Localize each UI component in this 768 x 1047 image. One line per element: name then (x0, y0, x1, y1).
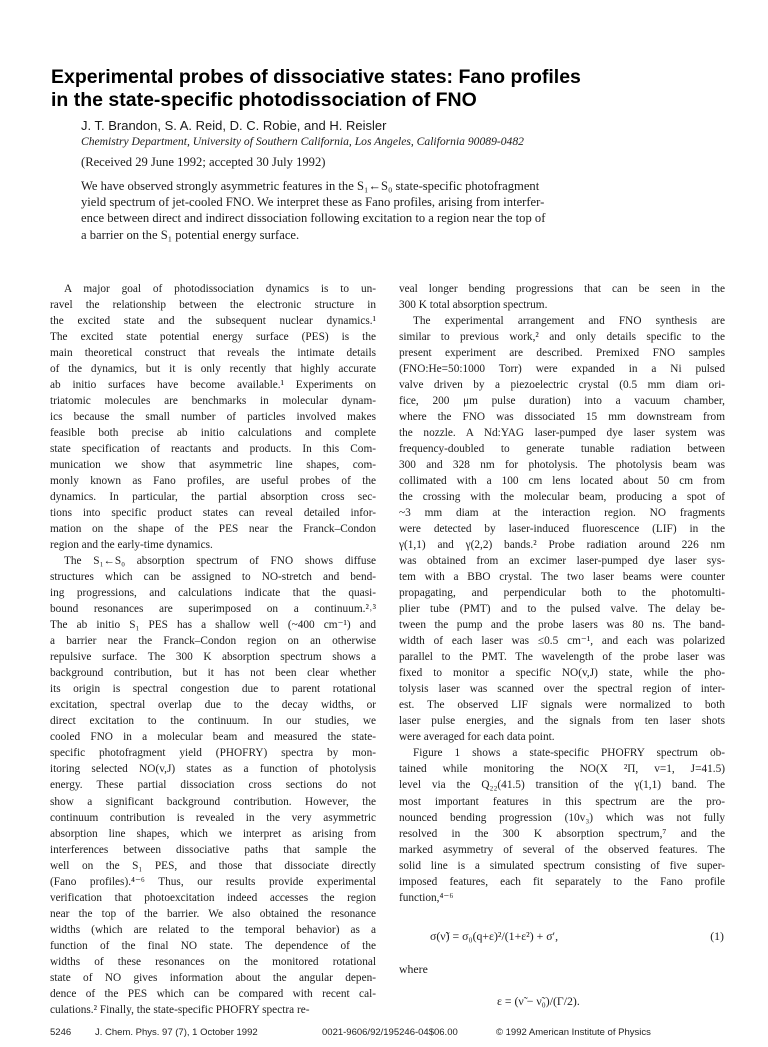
abstract-line: We have observed strongly asymmetric features in the S₁←S₀ state-specific photofragment (81, 179, 540, 193)
author-list: J. T. Brandon, S. A. Reid, D. C. Robie, and H. Reisler (81, 118, 387, 133)
text-line: frequency-doubled to generate tunable radiation between (399, 443, 725, 456)
text-line: tions into specific product states can reveal detailed infor- (50, 507, 376, 520)
text-line: ~3 mm diam at the interaction region. NO fragments (399, 507, 725, 520)
text-line: widths of these resonances on the monitored rotational (50, 955, 376, 968)
text-line: est. The observed LIF signals were normalized to both (399, 699, 725, 712)
text-line: The S₁←S₀ absorption spectrum of FNO shows diffuse (64, 555, 376, 568)
text-line: feasible both precise ab initio calculations and complete (50, 427, 376, 440)
text-line: The experimental arrangement and FNO synthesis are (413, 315, 725, 328)
text-line: culations.² Finally, the state-specific PHOFRY spectra re- (50, 1003, 310, 1016)
text-line: absorption line shapes, which we interpret as arising from (50, 827, 376, 840)
abstract (81, 178, 681, 243)
text-line: where the FNO was dissociated 15 mm downstream from (399, 411, 725, 424)
text-line: continuum contribution is revealed in the very asymmetric (50, 811, 376, 824)
text-line: the crossing with the molecular beam, producing a spot of (399, 491, 725, 504)
text-line: its origin is spectral congestion due to parent rotational (50, 683, 376, 696)
text-line: bound resonances are superimposed on a continuum.²˒³ (50, 603, 376, 616)
text-line: the excited state and the subsequent nuclear dynamics.¹ (50, 315, 376, 328)
text-line: similar to previous work,² and only details specific to the (399, 331, 725, 344)
text-line: ravel the relationship between the electronic structure in (50, 299, 376, 312)
text-line: state of NO gives information about the angular depen- (50, 971, 376, 984)
title-line-2: in the state-specific photodissociation of FNO (51, 89, 477, 111)
text-line: nounced bending progression (10v₃) which was not fully (399, 811, 725, 824)
text-line: state specification of reactants and products. In this Com- (50, 443, 376, 456)
text-line: present experiment are described. Premixed FNO samples (399, 347, 725, 360)
text-line: a barrier near the Franck–Condon region on an otherwise (50, 635, 376, 648)
text-line: fice, 200 μm pulse duration) into a vacuum chamber, (399, 395, 725, 408)
text-line: were detected by laser-induced fluorescence (LIF) in the (399, 523, 725, 536)
copyright: © 1992 American Institute of Physics (496, 1027, 651, 1038)
text-line: 300 K total absorption spectrum. (399, 299, 548, 312)
text-line: background contribution, but it has not been clear whether (50, 667, 376, 680)
journal-citation: J. Chem. Phys. 97 (7), 1 October 1992 (95, 1027, 258, 1038)
text-line: munication we show that asymmetric line shapes, com- (50, 459, 376, 472)
title-line-1: Experimental probes of dissociative states: Fano profiles (51, 66, 581, 88)
text-line: (Fano profiles).⁴⁻⁶ Thus, our results provide experimental (50, 875, 376, 888)
text-line: widths (which are related to the temporal behavior) as a (50, 923, 376, 936)
article-title (51, 66, 731, 112)
text-line: valve driven by a piezoelectric crystal (0.5 mm diam ori- (399, 379, 725, 392)
text-line: triatomic molecules are benchmarks in molecular dynam- (50, 395, 376, 408)
text-line: function of the final NO state. The dependence of the (50, 939, 376, 952)
text-line: A major goal of photodissociation dynamics is to un- (64, 283, 376, 295)
text-line: γ(1,1) and γ(2,2) bands.² Probe radiation around 226 nm (399, 539, 725, 552)
article-code: 0021-9606/92/195246-04$06.00 (322, 1027, 458, 1038)
text-line: resolved in the 300 K absorption spectrum,⁷ and the (399, 827, 725, 840)
text-line: 300 and 328 nm for photolysis. The photolysis beam was (399, 459, 725, 472)
text-line: level via the Q₂₂(41.5) transition of the γ(1,1) band. The (399, 779, 725, 792)
text-line: excitation, spectral overlap due to the decay widths, or (50, 699, 376, 712)
text-line: repulsive surface. The 300 K absorption spectrum shows a (50, 651, 376, 664)
text-line: tolysis laser was scanned over the spectral region of inter- (399, 683, 725, 696)
text-line: verification that photoexcitation indeed accesses the region (50, 891, 376, 904)
page-number: 5246 (50, 1027, 72, 1038)
text-line: show a significant background contribution. However, the (50, 795, 376, 808)
text-line: veal longer bending progressions that can be seen in the (399, 283, 725, 295)
text-line: energy. These partial dissociation cross sections do not (50, 779, 376, 792)
text-line: dence of the PES which can be compared with recent cal- (50, 987, 376, 1000)
text-line: the nozzle. A Nd:YAG laser-pumped dye laser system was (399, 427, 725, 440)
text-line: structures which can be assigned to NO-stretch and bend- (50, 571, 376, 584)
text-line: width of each laser was ≤0.5 cm⁻¹, and each was polarized (399, 635, 725, 648)
equation-1-number: (1) (710, 929, 724, 943)
text-line: direct excitation to the continuum. In our studies, we (50, 715, 376, 728)
equation-2: ε = (ν̃ − ν̃₀)/(Γ/2). (497, 994, 580, 1008)
text-line: marked asymmetry of several of the observed features. The (399, 843, 725, 856)
text-line: plier tube (PMT) and to the pulsed valve. The delay be- (399, 603, 725, 616)
text-line: most important features in this spectrum are the pro- (399, 795, 725, 808)
body-column-left (50, 281, 376, 1018)
text-line: ics because the small number of particles involved makes (50, 411, 376, 424)
text-line: propagating, and perpendicular both to the photomulti- (399, 587, 725, 600)
text-line: solid line is a simulated spectrum consisting of five super- (399, 859, 725, 872)
text-line: ing progressions, and calculations indicate that the quasi- (50, 587, 376, 600)
text-line: fixed to monitor a specific NO(v,J) state, while the pho- (399, 667, 725, 680)
body-column-right (399, 281, 725, 906)
equation-1-formula: σ(ν̃) = σ₀(q+ε)²/(1+ε²) + σ′, (430, 929, 559, 943)
text-line: parallel to the PMT. The wavelength of the probe laser was (399, 651, 725, 664)
text-line: was obtained from an excimer laser-pumped dye laser sys- (399, 555, 725, 568)
text-line: tained while monitoring the NO(X ²Π, v=1, J=41.5) (399, 763, 725, 776)
text-line: laser pulse energies, and the signals from ten laser shots (399, 715, 725, 728)
text-line: mation on the shape of the PES near the Franck–Condon (50, 523, 376, 536)
text-line: dynamics. In particular, the partial absorption cross sec- (50, 491, 376, 504)
where-text: where (399, 962, 428, 976)
text-line: The ab initio S₁ PES has a shallow well (~400 cm⁻¹) and (50, 619, 376, 632)
text-line: of the dynamics, but it is only recently that highly accurate (50, 363, 376, 376)
text-line: imposed features, each fit separately to the Fano profile (399, 875, 725, 888)
received-date: (Received 29 June 1992; accepted 30 July 1992) (81, 155, 326, 169)
affiliation: Chemistry Department, University of Southern California, Los Angeles, California 90089-0482 (81, 135, 524, 148)
abstract-line: yield spectrum of jet-cooled FNO. We interpret these as Fano profiles, arising from interfer- (81, 195, 545, 210)
text-line: were averaged for each data point. (399, 731, 555, 744)
text-line: The excited state potential energy surface (PES) is the (50, 331, 376, 344)
text-line: interferences between dissociative paths that sample the (50, 843, 376, 856)
text-line: specific photofragment yield (PHOFRY) spectra by mon- (50, 747, 376, 760)
text-line: tween the pump and the probe lasers was 80 ns. The band- (399, 619, 725, 632)
text-line: well on the S₁ PES, and those that dissociate directly (50, 859, 376, 872)
abstract-line: ence between direct and indirect dissociation following excitation to a region near the top of (81, 211, 546, 226)
text-line: itoring selected NO(v,J) states as a function of photolysis (50, 763, 376, 776)
abstract-line: a barrier on the S₁ potential energy surface. (81, 227, 300, 242)
text-line: function,⁴⁻⁶ (399, 891, 454, 904)
text-line: near the top of the barrier. We also obtained the resonance (50, 907, 376, 920)
text-line: monly known as Fano profiles, are useful probes of the (50, 475, 376, 488)
text-line: collimated with a 100 cm lens located about 50 cm from (399, 475, 725, 488)
text-line: ab initio surfaces have become available.¹ Experiments on (50, 379, 376, 392)
text-line: cooled FNO in a molecular beam and measured the state- (50, 731, 376, 744)
equation-1 (430, 929, 724, 944)
text-line: tem with a BBO crystal. The two laser beams were counter (399, 571, 725, 584)
text-line: Figure 1 shows a state-specific PHOFRY spectrum ob- (413, 747, 725, 760)
text-line: main theoretical construct that reveals the intimate details (50, 347, 376, 360)
text-line: (FNO:He=50:1000 Torr) were expanded in a Ni pulsed (399, 363, 725, 376)
text-line: region and the early-time dynamics. (50, 539, 213, 552)
